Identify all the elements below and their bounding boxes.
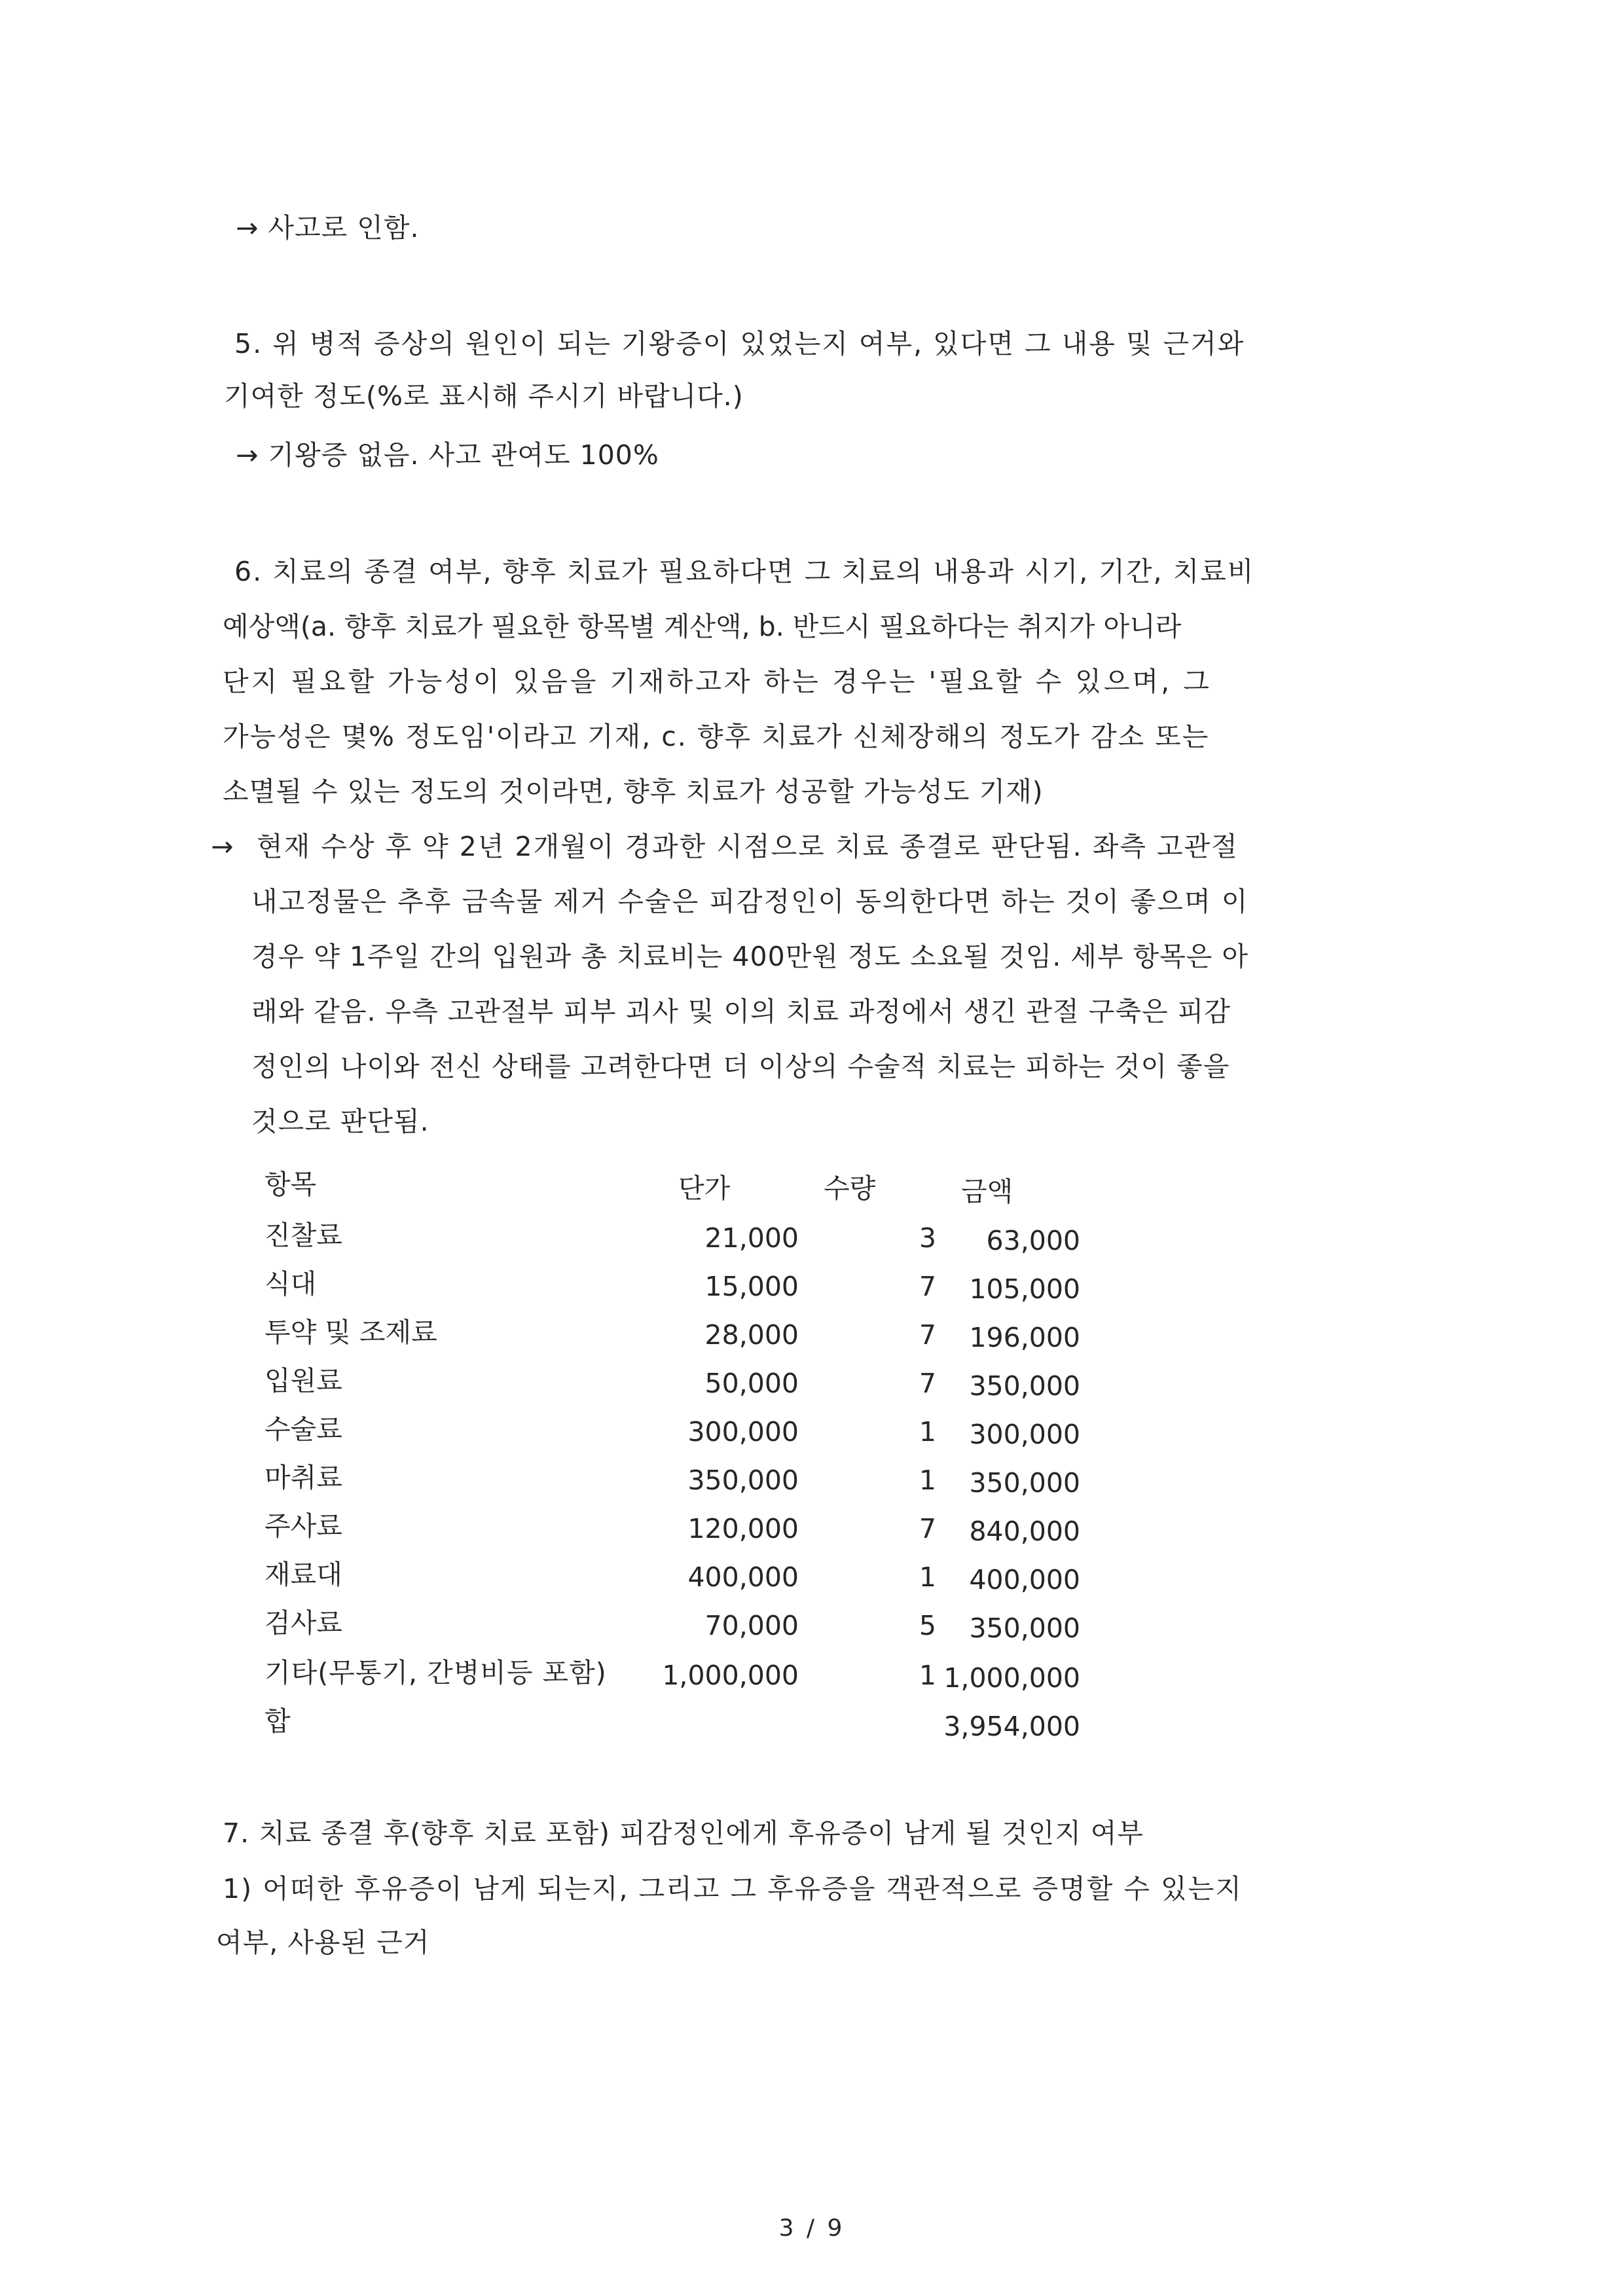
table-cell-quantity: 1 — [919, 1465, 936, 1496]
table-cell-item: 재료대 — [264, 1559, 342, 1590]
table-header-quantity: 수량 — [824, 1173, 876, 1204]
section7-sub1-line2: 여부, 사용된 근거 — [216, 1927, 430, 1958]
table-cell-quantity: 7 — [919, 1271, 936, 1302]
table-cell-unit-price: 300,000 — [687, 1416, 799, 1448]
section6-answer-line5: 정인의 나이와 전신 상태를 고려한다면 더 이상의 수술적 치료는 피하는 것이 좋을 — [251, 1051, 1230, 1082]
table-total-amount: 3,954,000 — [943, 1711, 1080, 1742]
table-cell-amount: 350,000 — [969, 1467, 1080, 1499]
table-header-amount: 금액 — [961, 1176, 1013, 1207]
page-number: 3 / 9 — [778, 2215, 845, 2242]
section5-answer: → 기왕증 없음. 사고 관여도 100% — [236, 439, 659, 471]
table-cell-amount: 840,000 — [969, 1516, 1080, 1547]
table-header-unit-price: 단가 — [678, 1173, 731, 1204]
table-cell-item: 입원료 — [264, 1365, 342, 1396]
section6-answer-line6: 것으로 판단됨. — [251, 1106, 429, 1137]
table-cell-unit-price: 28,000 — [704, 1319, 799, 1351]
table-cell-item: 검사료 — [264, 1607, 342, 1639]
section6-question-line1: 6. 치료의 종결 여부, 향후 치료가 필요하다면 그 치료의 내용과 시기, 기간, 치료비 — [234, 556, 1255, 587]
section6-answer-line2: 내고정물은 추후 금속물 제거 수술은 피감정인이 동의한다면 하는 것이 좋으며 이 — [251, 886, 1249, 917]
table-cell-quantity: 1 — [919, 1561, 936, 1593]
table-cell-quantity: 7 — [919, 1513, 936, 1544]
section5-question-line1: 5. 위 병적 증상의 원인이 되는 기왕증이 있었는지 여부, 있다면 그 내용 및 근거와 — [234, 328, 1245, 359]
section6-question-line3: 단지 필요할 가능성이 있음을 기재하고자 하는 경우는 '필요할 수 있으며, 그 — [223, 666, 1212, 697]
table-cell-quantity: 1 — [919, 1416, 936, 1448]
table-cell-quantity: 7 — [919, 1368, 936, 1399]
table-cell-quantity: 1 — [919, 1660, 936, 1691]
table-cell-unit-price: 15,000 — [704, 1271, 799, 1302]
table-cell-quantity: 7 — [919, 1319, 936, 1351]
table-cell-item: 수술료 — [264, 1413, 342, 1445]
table-cell-item: 주사료 — [264, 1510, 342, 1542]
section6-answer-line4: 래와 같음. 우측 고관절부 피부 괴사 및 이의 치료 과정에서 생긴 관절 구축은 피감 — [251, 996, 1231, 1027]
section4-answer: → 사고로 인함. — [236, 212, 420, 244]
table-cell-item: 진찰료 — [264, 1220, 342, 1251]
table-cell-unit-price: 400,000 — [687, 1561, 799, 1593]
table-cell-unit-price: 120,000 — [687, 1513, 799, 1544]
table-header-item: 항목 — [264, 1169, 317, 1200]
table-cell-quantity: 3 — [919, 1222, 936, 1254]
table-cell-quantity: 5 — [919, 1610, 936, 1641]
table-cell-item: 기타(무통기, 간병비등 포함) — [264, 1657, 607, 1688]
section5-question-line2: 기여한 정도(%로 표시해 주시기 바랍니다.) — [224, 380, 744, 412]
table-cell-amount: 196,000 — [969, 1322, 1080, 1353]
section6-question-line4: 가능성은 몇% 정도임'이라고 기재, c. 향후 치료가 신체장해의 정도가 감소 또는 — [223, 721, 1210, 752]
section7-heading: 7. 치료 종결 후(향후 치료 포함) 피감정인에게 후유증이 남게 될 것인지 여부 — [223, 1817, 1144, 1849]
table-cell-amount: 350,000 — [969, 1370, 1080, 1402]
table-cell-unit-price: 350,000 — [687, 1465, 799, 1496]
answer-arrow-icon: → — [211, 831, 234, 862]
table-cell-amount: 350,000 — [969, 1613, 1080, 1644]
section6-answer-line3: 경우 약 1주일 간의 입원과 총 치료비는 400만원 정도 소요될 것임. 세부 항목은 아 — [251, 941, 1249, 972]
table-cell-item: 마취료 — [264, 1462, 342, 1493]
section6-question-line2: 예상액(a. 향후 치료가 필요한 항목별 계산액, b. 반드시 필요하다는 취지가 아니라 — [223, 611, 1182, 642]
section7-sub1-line1: 1) 어떠한 후유증이 남게 되는지, 그리고 그 후유증을 객관적으로 증명할 수 있는지 — [223, 1873, 1243, 1904]
table-cell-amount: 400,000 — [969, 1564, 1080, 1595]
table-cell-unit-price: 50,000 — [704, 1368, 799, 1399]
table-cell-unit-price: 21,000 — [704, 1222, 799, 1254]
section6-question-line5: 소멸될 수 있는 정도의 것이라면, 향후 치료가 성공할 가능성도 기재) — [223, 776, 1044, 807]
table-cell-amount: 63,000 — [986, 1225, 1080, 1256]
table-cell-unit-price: 70,000 — [704, 1610, 799, 1641]
section6-answer-line1: 현재 수상 후 약 2년 2개월이 경과한 시점으로 치료 종결로 판단됨. 좌측 고관절 — [257, 831, 1239, 862]
table-cell-item: 투약 및 조제료 — [264, 1317, 437, 1348]
table-total-label: 합 — [264, 1705, 291, 1737]
table-cell-amount: 1,000,000 — [943, 1662, 1080, 1694]
table-cell-amount: 300,000 — [969, 1419, 1080, 1450]
table-cell-unit-price: 1,000,000 — [662, 1660, 799, 1691]
table-cell-item: 식대 — [264, 1268, 317, 1300]
table-cell-amount: 105,000 — [969, 1273, 1080, 1305]
